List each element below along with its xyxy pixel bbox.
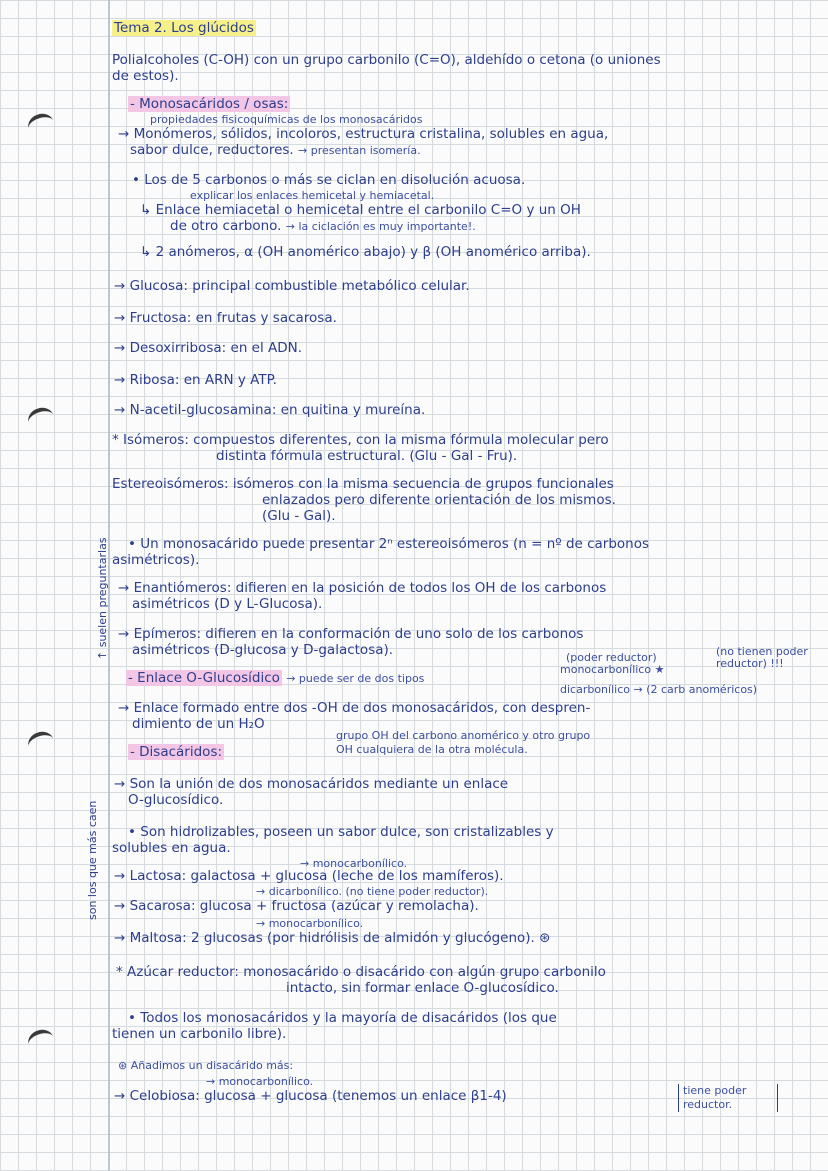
body-text: distinta fórmula estructural. (Glu - Gal - Fru). — [216, 448, 518, 464]
note-text: → puede ser de dos tipos — [286, 672, 425, 685]
body-text: dimiento de un H₂O — [132, 716, 265, 732]
body-text: • Los de 5 carbonos o más se ciclan en disolución acuosa. — [132, 172, 526, 188]
body-text: asimétricos (D y L-Glucosa). — [132, 596, 323, 612]
binder-hole — [25, 1027, 57, 1056]
binder-hole — [25, 405, 57, 434]
binder-hole — [25, 729, 57, 758]
body-text: → Enantiómeros: difieren en la posición de todos los OH de los carbonos — [118, 580, 607, 596]
body-text: asimétricos (D-glucosa y D-galactosa). — [132, 642, 394, 658]
body-text: ↳ Enlace hemiacetal o hemicetal entre el carbonilo C=O y un OH — [140, 202, 581, 218]
body-text: → Monómeros, sólidos, incoloros, estructura cristalina, solubles en agua, — [118, 126, 609, 142]
body-text: asimétricos). — [112, 552, 200, 568]
body-text: Estereoisómeros: isómeros con la misma secuencia de grupos funcionales — [112, 476, 614, 492]
body-text: de otro carbono. — [170, 218, 282, 234]
body-text: → Enlace formado entre dos -OH de dos monosacáridos, con despren- — [118, 700, 591, 716]
body-text: → Ribosa: en ARN y ATP. — [114, 372, 277, 388]
body-text: → Son la unión de dos monosacáridos mediante un enlace — [114, 776, 509, 792]
body-text: • Todos los monosacáridos y la mayoría de disacáridos (los que — [128, 1010, 557, 1026]
note-text: OH cualquiera de la otra molécula. — [336, 743, 528, 756]
note-text: explicar los enlaces hemicetal y hemiacetal. — [190, 189, 435, 202]
note-text: → dicarbonílico. (no tiene poder reductor). — [256, 885, 489, 898]
body-text: → Lactosa: galactosa + glucosa (leche de los mamíferos). — [114, 868, 504, 884]
body-text: → Glucosa: principal combustible metabólico celular. — [114, 278, 470, 294]
section-heading: - Monosacáridos / osas: — [130, 96, 289, 112]
intro-text: de estos). — [112, 68, 179, 84]
margin-note: ↑ suelen preguntarlas — [96, 537, 109, 660]
note-text: → presentan isomería. — [298, 144, 421, 157]
section-heading: - Disacáridos: — [130, 744, 223, 760]
note-text: tiene poder reductor. — [678, 1084, 778, 1112]
body-text: * Azúcar reductor: monosacárido o disacárido con algún grupo carbonilo — [116, 964, 606, 980]
binder-hole — [25, 111, 57, 140]
body-text: → Fructosa: en frutas y sacarosa. — [114, 310, 337, 326]
body-text: solubles en agua. — [112, 840, 231, 856]
body-text: intacto, sin formar enlace O-glucosídico. — [286, 980, 559, 996]
body-text: → Maltosa: 2 glucosas (por hidrólisis de almidón y glucógeno). ⊛ — [114, 930, 551, 946]
body-text: tienen un carbonilo libre). — [112, 1026, 287, 1042]
body-text: • Son hidrolizables, poseen un sabor dulce, son cristalizables y — [128, 824, 554, 840]
body-text: → Desoxirribosa: en el ADN. — [114, 340, 303, 356]
note-text: → monocarbonílico. — [300, 857, 408, 870]
body-text: sabor dulce, reductores. — [130, 142, 294, 158]
note-text: dicarbonílico → (2 carb anoméricos) — [560, 683, 758, 696]
body-text: → Epímeros: difieren en la conformación de uno solo de los carbonos — [118, 626, 584, 642]
page-title: Tema 2. Los glúcidos — [114, 20, 254, 36]
note-text: monocarbonílico ★ — [560, 663, 665, 676]
body-text: * Isómeros: compuestos diferentes, con la misma fórmula molecular pero — [112, 432, 609, 448]
body-text: O-glucosídico. — [128, 792, 224, 808]
body-text: enlazados pero diferente orientación de los mismos. — [262, 492, 616, 508]
body-text: (Glu - Gal). — [262, 508, 336, 524]
body-text: • Un monosacárido puede presentar 2ⁿ estereoisómeros (n = nº de carbonos — [128, 536, 650, 552]
note-text: grupo OH del carbono anomérico y otro grupo — [336, 729, 591, 742]
note-text: ⊛ Añadimos un disacárido más: — [118, 1059, 294, 1072]
body-text: → N-acetil-glucosamina: en quitina y mureína. — [114, 402, 426, 418]
note-text: (poder reductor) — [566, 651, 657, 664]
body-text: ↳ 2 anómeros, α (OH anomérico abajo) y β (OH anomérico arriba). — [140, 244, 591, 260]
section-heading: - Enlace O-Glucosídico — [128, 670, 280, 686]
note-text: → la ciclación es muy importante!. — [285, 220, 476, 233]
note-text: propiedades fisicoquímicas de los monosacáridos — [150, 113, 423, 126]
note-text: → monocarbonílico. — [206, 1075, 314, 1088]
body-text: → Celobiosa: glucosa + glucosa (tenemos un enlace β1-4) — [114, 1088, 507, 1104]
note-text: (no tienen poder reductor) !!! — [716, 645, 808, 670]
intro-text: Polialcoholes (C-OH) con un grupo carbonilo (C=O), aldehído o cetona (o uniones — [112, 52, 661, 68]
margin-note: son los que más caen — [86, 800, 99, 920]
body-text: → Sacarosa: glucosa + fructosa (azúcar y remolacha). — [114, 898, 479, 914]
note-text: → monocarbonílico. — [256, 917, 364, 930]
